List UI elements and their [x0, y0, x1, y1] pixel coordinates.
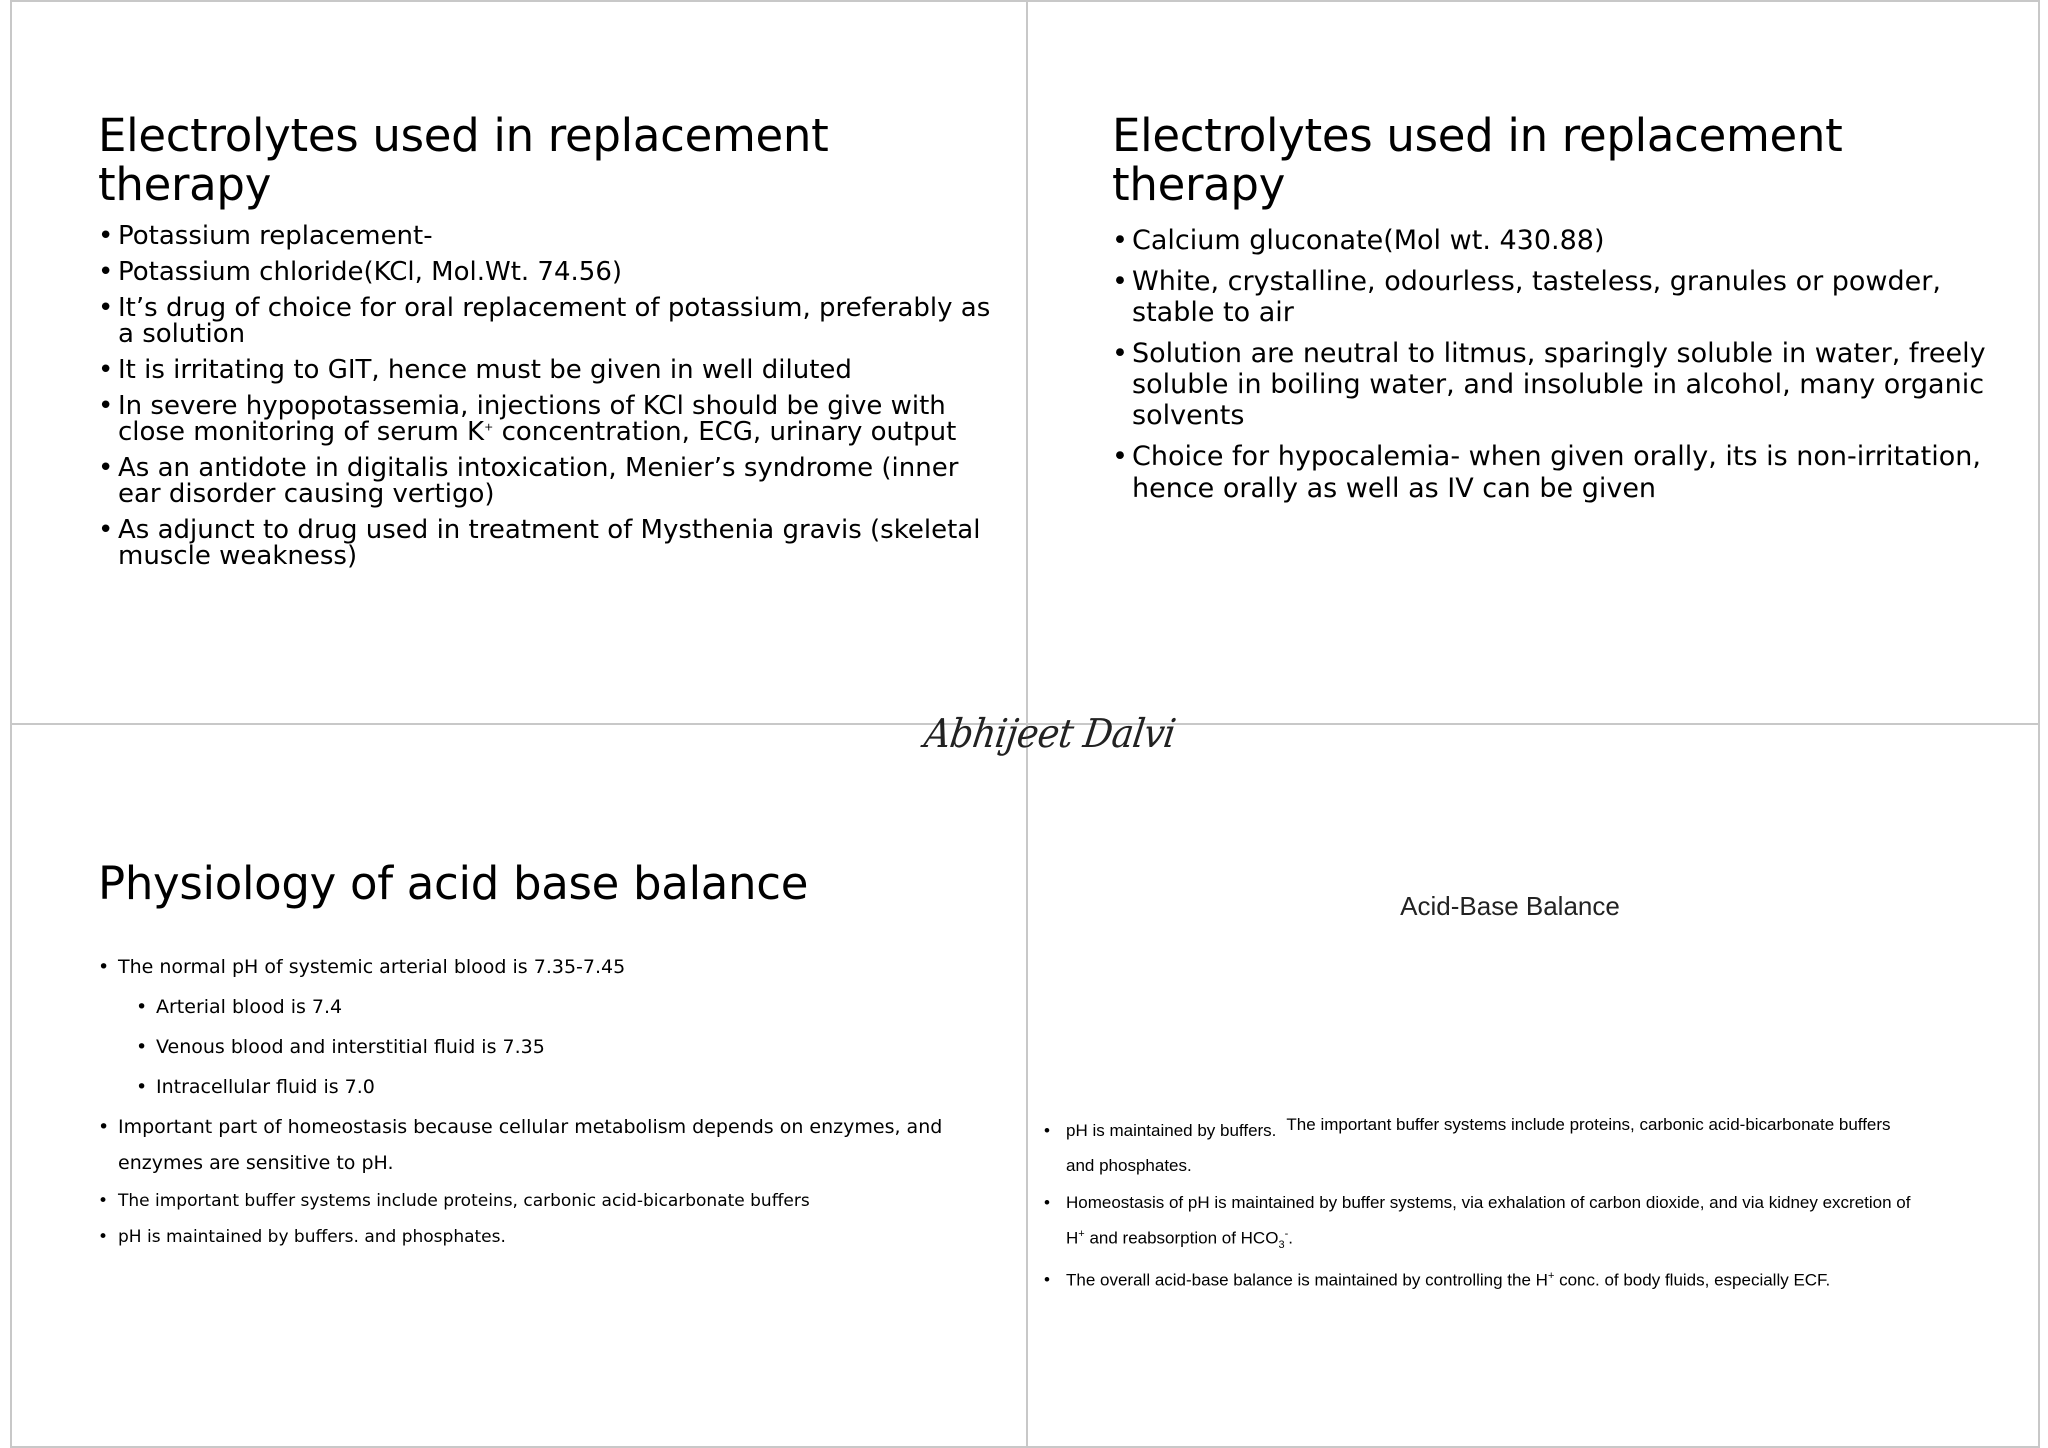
bullet-item — [1044, 1194, 2004, 1251]
bullet-list — [98, 221, 998, 572]
bullet-item — [98, 453, 998, 510]
bullet-list — [98, 949, 998, 1254]
slide-acid-base-balance — [1044, 1115, 2004, 1309]
bullet-text: In severe hypopotassemia, injections of KCl should be give with close monitoring of serum K — [118, 391, 946, 448]
bullet-text: and phosphates. — [1066, 1156, 1192, 1175]
bullet-item — [98, 515, 998, 572]
bullet-item: • The normal pH of systemic arterial blood is 7.35-7.45 — [98, 949, 998, 985]
bullet-item: • The important buffer systems include proteins, carbonic acid-bicarbonate buffers — [98, 1185, 998, 1217]
slide-calcium-gluconate — [1112, 109, 2012, 514]
bullet-item: • pH is maintained by buffers. and phosphates. — [98, 1221, 998, 1253]
bullet-item — [1044, 1115, 2004, 1175]
bullet-item: • Choice for hypocalemia- when given orally, its is non-irritation, hence orally as well as IV can be given — [1112, 441, 2012, 503]
slide-potassium-replacement — [98, 109, 998, 579]
slide-title: Electrolytes used in replacement therapy — [98, 109, 829, 211]
slide-title: Electrolytes used in replacement therapy — [1112, 109, 1843, 211]
bullet-list — [1112, 225, 2012, 503]
bullet-text: The important buffer systems include proteins, carbonic acid-bicarbonate buffers — [1286, 1115, 1891, 1134]
bullet-text: It’s drug of choice for oral replacement of potassium, preferably as a solution — [118, 293, 991, 350]
bullet-text: It is irritating to GIT, hence must be given in well diluted — [118, 355, 852, 386]
bullet-text-line — [1066, 1229, 2004, 1251]
sub-bullet-item: • Venous blood and interstitial fluid is 7.35 — [136, 1029, 998, 1065]
bullet-item — [98, 221, 998, 252]
bullet-list — [1044, 1115, 2004, 1290]
bullet-item — [1044, 1271, 2004, 1289]
slide-acid-base-physiology — [98, 857, 998, 1258]
bullet-item — [98, 257, 998, 288]
bullet-item: • Solution are neutral to litmus, sparingly soluble in water, freely soluble in boiling water, and insoluble in alcohol, many organic solvents — [1112, 338, 2012, 431]
bullet-item — [98, 293, 998, 350]
bullet-text: conc. of body fluids, especially ECF. — [1554, 1270, 1831, 1290]
bullet-item — [98, 391, 998, 448]
sub-bullet-item: • Intracellular fluid is 7.0 — [136, 1069, 998, 1105]
superscript: + — [1547, 1270, 1555, 1283]
bullet-text: Homeostasis of pH is maintained by buffer systems, via exhalation of carbon dioxide, and via kidney excretion of — [1066, 1193, 1911, 1212]
chem-text: and reabsorption of HCO — [1084, 1228, 1279, 1248]
bullet-item: • Important part of homeostasis because cellular metabolism depends on enzymes, and enzymes are sensitive to pH. — [98, 1109, 998, 1181]
author-signature: Abhijeet Dalvi — [921, 712, 1179, 758]
bullet-text: As adjunct to drug used in treatment of Mysthenia gravis (skeletal muscle weakness) — [118, 515, 981, 572]
slide-title-acid-base-balance: Acid-Base Balance — [1400, 891, 1620, 921]
bullet-item: • White, crystalline, odourless, tasteless, granules or powder, stable to air — [1112, 266, 2012, 328]
bullet-item: • Calcium gluconate(Mol wt. 430.88) — [1112, 225, 2012, 256]
superscript: + — [484, 420, 494, 434]
bullet-text: The overall acid-base balance is maintained by controlling the H — [1066, 1270, 1548, 1290]
bullet-text: Potassium chloride(KCl, Mol.Wt. 74.56) — [118, 257, 623, 288]
superscript: - — [1284, 1228, 1289, 1240]
superscript: + — [1078, 1228, 1085, 1240]
sub-bullet-item: • Arterial blood is 7.4 — [136, 989, 998, 1025]
slide-title: Physiology of acid base balance — [98, 857, 809, 910]
bullet-item — [98, 355, 998, 386]
bullet-text: pH is maintained by buffers. — [1066, 1121, 1277, 1140]
subscript: 3 — [1278, 1239, 1285, 1252]
bullet-text: Potassium replacement- — [118, 221, 433, 252]
chem-text: . — [1288, 1228, 1293, 1248]
bullet-text: As an antidote in digitalis intoxication, Menier’s syndrome (inner ear disorder causing vertigo) — [118, 453, 959, 510]
bullet-text: concentration, ECG, urinary output — [493, 417, 957, 448]
chem-text: H — [1066, 1228, 1079, 1248]
